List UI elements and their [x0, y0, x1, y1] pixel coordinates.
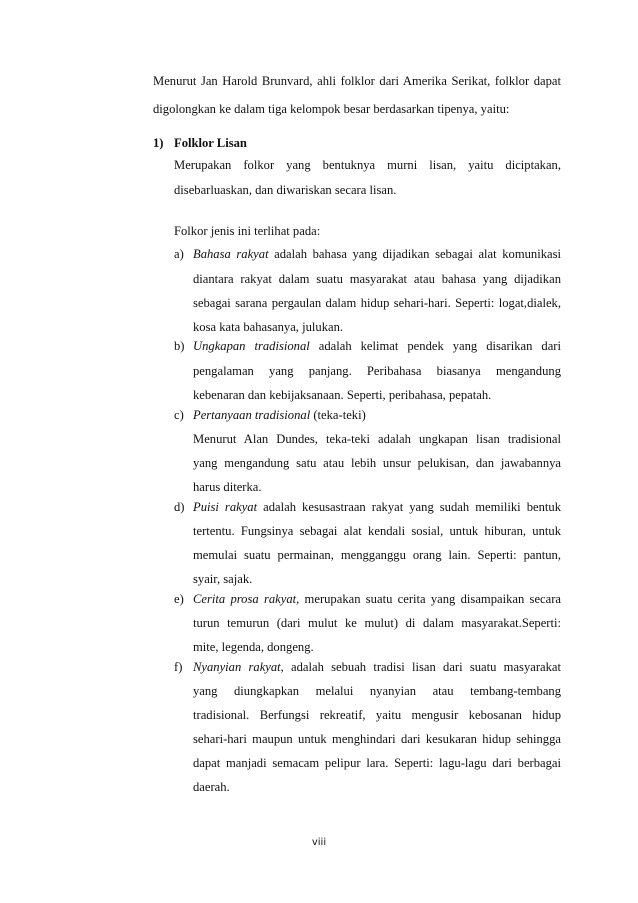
- section-desc-line-2: disebarluaskan, dan diwariskan secara lisan.: [174, 183, 397, 197]
- list-item-c-first-line: [193, 408, 366, 422]
- list-item-b-line-2: pengalaman yang panjang. Peribahasa biasanya mengandung: [193, 364, 561, 378]
- item-label-c: c): [174, 408, 184, 422]
- list-item-c-line-3: yang mengandung satu atau lebih unsur pelukisan, dan jawabannya: [193, 456, 561, 470]
- section-title: Folklor Lisan: [174, 136, 247, 150]
- item-text-a: adalah bahasa yang dijadikan sebagai alat komunikasi: [268, 247, 561, 261]
- list-item-d-line-3: memulai suatu permainan, mengganggu orang lain. Seperti: pantun,: [193, 548, 561, 562]
- list-item-c-line-4: harus diterka.: [193, 480, 262, 494]
- item-text-b: adalah kelimat pendek yang disarikan dari: [309, 339, 561, 353]
- item-term-a: Bahasa rakyat: [193, 247, 269, 261]
- item-label-f: f): [174, 660, 183, 674]
- list-item-f-line-4: sehari-hari maupun untuk menghindari dari kesukaran hidup sehingga: [193, 732, 561, 746]
- list-item-a-line-4: kosa kata bahasanya, julukan.: [193, 320, 344, 334]
- item-text-e: , merupakan suatu cerita yang disampaikan secara: [296, 592, 561, 606]
- list-item-d-first-line: [193, 500, 561, 514]
- item-term-c: Pertanyaan tradisional: [193, 408, 311, 422]
- intro-line-1: Menurut Jan Harold Brunvard, ahli folklor dari Amerika Serikat, folklor dapat: [153, 74, 561, 88]
- list-item-d-line-4: syair, sajak.: [193, 572, 253, 586]
- list-item-e-line-2: turun temurun (dari mulut ke mulut) di dalam masyarakat.Seperti:: [193, 616, 561, 630]
- list-item-b-first-line: [193, 339, 561, 353]
- list-item-e-line-3: mite, legenda, dongeng.: [193, 640, 314, 654]
- item-term-b: Ungkapan tradisional: [193, 339, 310, 353]
- section-number: 1): [153, 136, 164, 150]
- item-term-f: Nyanyian rakyat: [193, 660, 281, 674]
- item-text-d: adalah kesusastraan rakyat yang sudah memiliki bentuk: [257, 500, 561, 514]
- list-item-a-line-3: sebagai sarana pergaulan dalam hidup sehari-hari. Seperti: logat,dialek,: [193, 296, 561, 310]
- list-item-f-line-3: tradisional. Berfungsi rekreatif, yaitu mengusir kebosanan hidup: [193, 708, 561, 722]
- list-item-b-line-3: kebenaran dan kebijaksanaan. Seperti, peribahasa, pepatah.: [193, 388, 492, 402]
- section-desc-line-1: Merupakan folkor yang bentuknya murni lisan, yaitu diciptakan,: [174, 158, 561, 172]
- list-item-f-line-2: yang diungkapkan melalui nyanyian atau tembang-tembang: [193, 684, 561, 698]
- list-item-d-line-2: tertentu. Fungsinya sebagai alat kendali sosial, untuk hiburan, untuk: [193, 524, 561, 538]
- list-item-c-line-2: Menurut Alan Dundes, teka-teki adalah ungkapan lisan tradisional: [193, 432, 561, 446]
- item-label-d: d): [174, 500, 185, 514]
- list-item-f-first-line: [193, 660, 561, 674]
- list-item-a-line-2: diantara rakyat dalam suatu masyarakat atau bahasa yang dijadikan: [193, 272, 561, 286]
- section-lead: Folkor jenis ini terlihat pada:: [174, 224, 321, 238]
- item-term-e: Cerita prosa rakyat: [193, 592, 297, 606]
- item-text-f: , adalah sebuah tradisi lisan dari suatu masyarakat: [280, 660, 561, 674]
- intro-line-2: digolongkan ke dalam tiga kelompok besar berdasarkan tipenya, yaitu:: [153, 102, 510, 116]
- list-item-f-line-5: dapat manjadi semacam pelipur lara. Seperti: lagu-lagu dari berbagai: [193, 756, 561, 770]
- list-item-f-line-6: daerah.: [193, 780, 230, 794]
- list-item-e-first-line: [193, 592, 561, 606]
- list-item-a-first-line: [193, 247, 561, 261]
- item-text-c: (teka-teki): [310, 408, 366, 422]
- item-label-b: b): [174, 339, 185, 353]
- page-number: viii: [311, 837, 327, 848]
- item-term-d: Puisi rakyat: [193, 500, 258, 514]
- item-label-e: e): [174, 592, 184, 606]
- item-label-a: a): [174, 247, 184, 261]
